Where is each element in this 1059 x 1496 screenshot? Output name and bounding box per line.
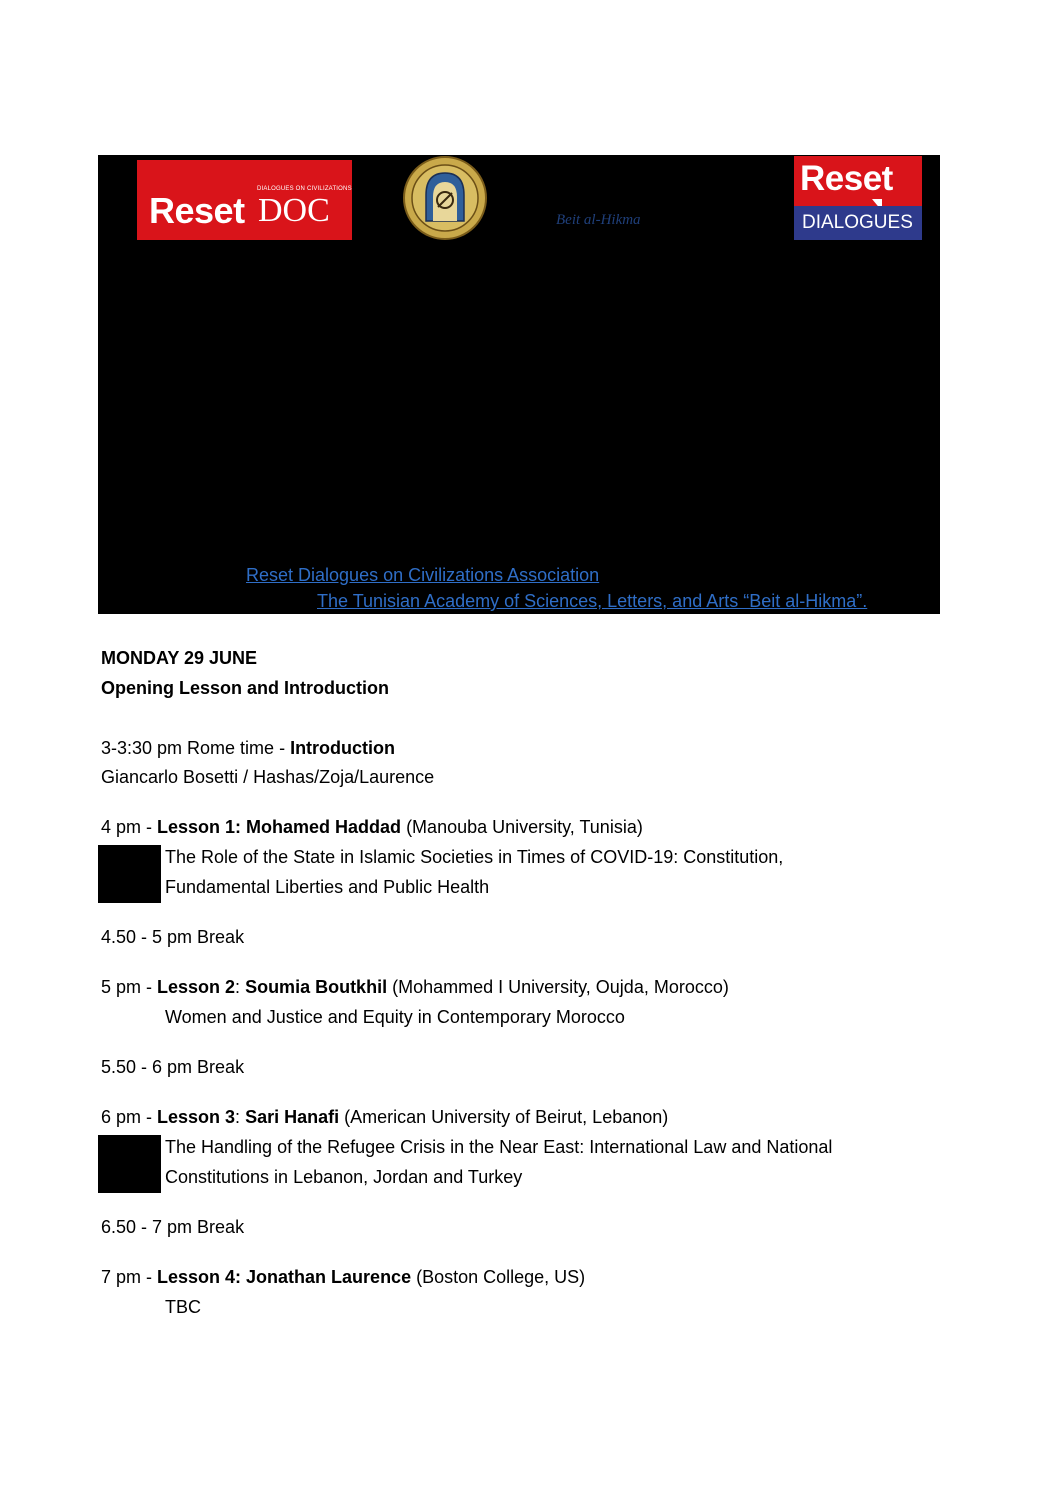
- intro-label: Introduction: [290, 738, 396, 758]
- lesson4-label: Lesson 4: Jonathan Laurence: [157, 1267, 412, 1287]
- redaction-block: [98, 845, 161, 903]
- break-3: 6.50 - 7 pm Break: [101, 1217, 245, 1237]
- logo-right-reset: Reset: [800, 159, 893, 198]
- lesson2-sep: :: [235, 977, 246, 997]
- lesson1-title-2: Fundamental Liberties and Public Health: [165, 877, 490, 897]
- lesson2-title-1: Women and Justice and Equity in Contemporary Morocco: [165, 1007, 625, 1027]
- lesson4-line: [101, 1266, 585, 1288]
- lesson3-affiliation: (American University of Beirut, Lebanon): [339, 1107, 669, 1127]
- lesson3-title-1: The Handling of the Refugee Crisis in the Near East: International Law and National: [165, 1137, 833, 1157]
- lesson1-time: 4 pm -: [101, 817, 158, 837]
- logo-doc-text: DOC: [258, 192, 330, 229]
- lesson3-title-2: Constitutions in Lebanon, Jordan and Turkey: [165, 1167, 523, 1187]
- lesson3-label: Lesson 3: [157, 1107, 236, 1127]
- beit-al-hikma-link[interactable]: The Tunisian Academy of Sciences, Letters, and Arts “Beit al-Hikma”.: [317, 591, 868, 611]
- day-subtitle: Opening Lesson and Introduction: [101, 678, 389, 698]
- lesson1-label: Lesson 1: Mohamed Haddad: [157, 817, 402, 837]
- lesson4-affiliation: (Boston College, US): [411, 1267, 586, 1287]
- resetdoc-logo: [137, 160, 352, 240]
- break-2: 5.50 - 6 pm Break: [101, 1057, 245, 1077]
- lesson3-line: [101, 1106, 668, 1128]
- logo-right-dialogues: DIALOGUES: [802, 212, 913, 233]
- lesson2-speaker: Soumia Boutkhil: [245, 977, 388, 997]
- lesson1-affiliation: (Manouba University, Tunisia): [401, 817, 643, 837]
- lesson4-title-1: TBC: [165, 1297, 201, 1317]
- intro-line: [101, 737, 395, 759]
- redaction-block: [98, 1135, 161, 1193]
- header-panel: [98, 155, 940, 614]
- logo-small-text: DIALOGUES ON CIVILIZATIONS: [257, 186, 352, 192]
- intro-speakers: Giancarlo Bosetti / Hashas/Zoja/Laurence: [101, 767, 435, 787]
- intro-time: 3-3:30 pm Rome time -: [101, 738, 291, 758]
- lesson2-time: 5 pm -: [101, 977, 158, 997]
- reset-dialogues-link[interactable]: Reset Dialogues on Civilizations Association: [246, 565, 600, 585]
- lesson4-time: 7 pm -: [101, 1267, 158, 1287]
- lesson1-title-1: The Role of the State in Islamic Societies in Times of COVID-19: Constitution,: [165, 847, 784, 867]
- logo-reset-text: Reset: [149, 190, 245, 231]
- lesson3-speaker: Sari Hanafi: [245, 1107, 340, 1127]
- break-1: 4.50 - 5 pm Break: [101, 927, 245, 947]
- lesson2-line: [101, 976, 729, 998]
- lesson3-time: 6 pm -: [101, 1107, 158, 1127]
- lesson3-sep: :: [235, 1107, 246, 1127]
- resetdialogues-logo: [794, 156, 922, 240]
- beit-caption: Beit al-Hikma: [556, 212, 641, 228]
- lesson2-label: Lesson 2: [157, 977, 236, 997]
- beit-al-hikma-seal-icon: [402, 155, 488, 241]
- lesson2-affiliation: (Mohammed I University, Oujda, Morocco): [387, 977, 729, 997]
- lesson1-line: [101, 816, 643, 838]
- day-date: MONDAY 29 JUNE: [101, 648, 258, 668]
